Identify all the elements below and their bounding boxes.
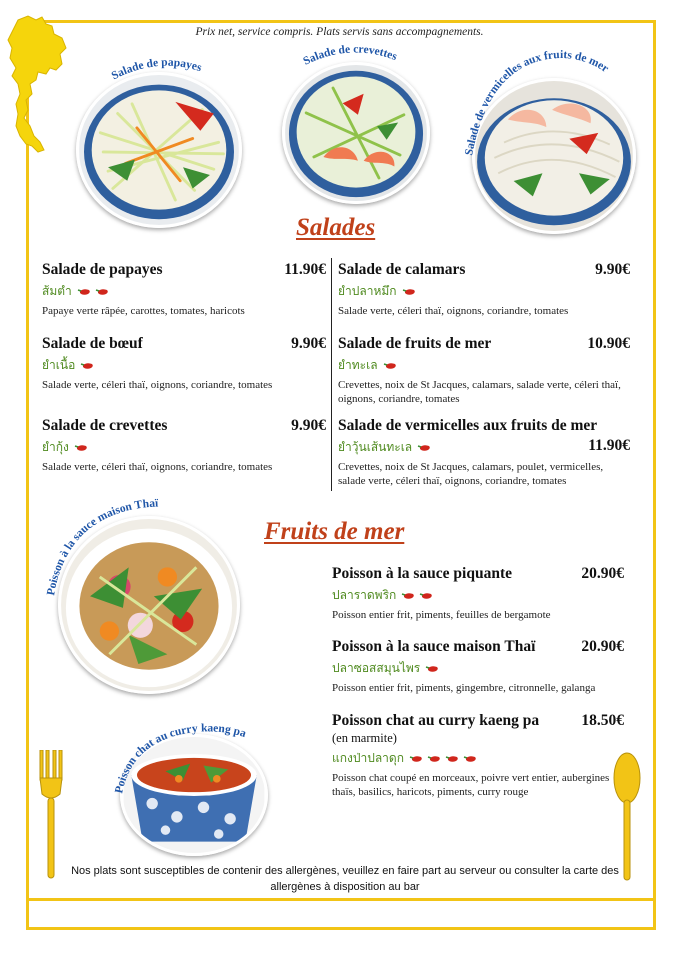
chili-rating	[401, 591, 434, 600]
dish-name: Salade de fruits de mer	[338, 335, 492, 352]
dish-description: Salade verte, céleri thaï, oignons, coriandre, tomates	[42, 461, 273, 473]
allergen-note: Nos plats sont susceptibles de contenir des allergènes, veuillez en faire part au serveur ou consulter la carte des allergènes à disposition au bar	[71, 865, 619, 893]
dish-thai-name	[338, 282, 630, 301]
photo-label-vermicelles	[450, 40, 660, 160]
dish-description: Poisson entier frit, piments, feuilles de bergamote	[332, 609, 551, 621]
thai-text: ปลาราดพริก	[332, 588, 397, 602]
dish-price: 18.50€	[581, 712, 624, 729]
chili-icon	[419, 591, 434, 600]
photo-label-vermicelles-text: Salade de vermicelles aux fruits de mer	[463, 48, 611, 157]
frame-divider	[26, 898, 656, 901]
dish-description: Crevettes, noix de St Jacques, calamars, poulet, vermicelles, salade verte, céleri thaï, oignons, coriandre, tomates	[338, 461, 604, 487]
dish-thai-name	[332, 749, 624, 768]
chili-icon	[80, 361, 95, 370]
dish-poisson-sauce-piquante	[332, 565, 624, 623]
fruits-de-mer-title: Fruits de mer	[264, 518, 405, 545]
photo-label-poisson-thai	[40, 490, 240, 600]
dish-thai-name	[42, 356, 326, 375]
chili-rating	[402, 287, 417, 296]
dish-description: Crevettes, noix de St Jacques, calamars, salade verte, céleri thaï, oignons, coriandre, tomates	[338, 379, 621, 405]
dish-thai-name	[338, 356, 630, 375]
salades-title: Salades	[296, 214, 376, 241]
dish-salade-papayes	[42, 261, 326, 319]
dish-salade-fruits-de-mer	[338, 335, 630, 406]
chili-icon	[402, 287, 417, 296]
chili-icon	[463, 754, 478, 763]
thai-text: ส้มตำ	[42, 284, 72, 298]
thai-text: ยำวุ้นเส้นทะเล	[338, 440, 413, 454]
thai-text: ยำกุ้ง	[42, 440, 69, 454]
thai-text: ยำเนื้อ	[42, 358, 76, 372]
dish-price: 10.90€	[587, 335, 630, 352]
thai-text: ปลาซอสสมุนไพร	[332, 661, 421, 675]
dish-thai-name	[332, 659, 624, 678]
dish-thai-name	[42, 438, 326, 457]
dish-description: Poisson chat coupé en morceaux, poivre vert entier, aubergines thaïs, basilics, haricots, piments, curry rouge	[332, 772, 610, 798]
dish-poisson-sauce-maison	[332, 638, 624, 696]
photo-label-crevettes-text: Salade de crevettes	[301, 43, 399, 68]
chili-rating	[74, 443, 89, 452]
column-divider	[331, 258, 332, 491]
dish-thai-name	[332, 586, 624, 605]
dish-name: Poisson à la sauce maison Thaï	[332, 638, 536, 655]
dish-price: 11.90€	[588, 437, 630, 454]
dish-name: Salade de bœuf	[42, 335, 143, 352]
dish-description: Poisson entier frit, piments, gingembre, citronnelle, galanga	[332, 682, 596, 694]
price-note: Prix net, service compris. Plats servis sans accompagnements.	[195, 26, 484, 38]
dish-name: Salade de papayes	[42, 261, 163, 278]
dish-poisson-chat-curry	[332, 712, 624, 799]
chili-icon	[427, 754, 442, 763]
dish-thai-name	[42, 282, 326, 301]
chili-rating	[409, 754, 478, 763]
chili-icon	[74, 443, 89, 452]
chili-icon	[77, 287, 92, 296]
thai-text: ยำปลาหมึก	[338, 284, 397, 298]
dish-price: 9.90€	[291, 335, 326, 352]
thai-text: แกงป่าปลาดุก	[332, 751, 404, 765]
dish-price: 20.90€	[581, 565, 624, 582]
chili-icon	[409, 754, 424, 763]
photo-label-poisson-thai-text: Poisson à la sauce maison Thaï	[45, 497, 159, 597]
chili-icon	[417, 443, 432, 452]
thai-text: ยำทะเล	[338, 358, 378, 372]
dish-price: 11.90€	[284, 261, 326, 278]
photo-label-poisson-chat-text: Poisson chat au curry kaeng pa	[113, 722, 248, 795]
dish-name: Poisson à la sauce piquante	[332, 565, 513, 582]
chili-rating	[80, 361, 95, 370]
chili-icon	[401, 591, 416, 600]
dish-name: Poisson chat au curry kaeng pa	[332, 712, 540, 729]
dish-salade-calamars	[338, 261, 630, 319]
spoon-icon	[612, 752, 642, 882]
dish-salade-crevettes	[42, 417, 326, 475]
dish-name: Salade de vermicelles aux fruits de mer	[338, 417, 598, 434]
dish-subtitle: (en marmite)	[332, 731, 397, 745]
dish-salade-vermicelles	[338, 417, 630, 488]
chili-rating	[425, 664, 440, 673]
dish-name: Salade de crevettes	[42, 417, 168, 434]
dish-name: Salade de calamars	[338, 261, 466, 278]
chili-rating	[417, 443, 432, 452]
chili-icon	[425, 664, 440, 673]
dish-price: 9.90€	[595, 261, 630, 278]
chili-icon	[95, 287, 110, 296]
dish-description: Salade verte, céleri thaï, oignons, coriandre, tomates	[42, 379, 273, 391]
fork-icon	[38, 750, 64, 880]
photo-label-papayes-text: Salade de papayes	[109, 56, 204, 83]
dish-price: 20.90€	[581, 638, 624, 655]
dish-description: Papaye verte râpée, carottes, tomates, haricots	[42, 305, 245, 317]
dish-salade-boeuf	[42, 335, 326, 393]
chili-rating	[77, 287, 110, 296]
dish-description: Salade verte, céleri thaï, oignons, coriandre, tomates	[338, 305, 569, 317]
chili-icon	[383, 361, 398, 370]
chili-icon	[445, 754, 460, 763]
chili-rating	[383, 361, 398, 370]
dish-thai-name	[338, 438, 630, 457]
photo-label-papayes	[76, 48, 242, 128]
photo-label-crevettes	[282, 36, 430, 96]
photo-label-poisson-chat	[108, 706, 278, 796]
dish-price: 9.90€	[291, 417, 326, 434]
